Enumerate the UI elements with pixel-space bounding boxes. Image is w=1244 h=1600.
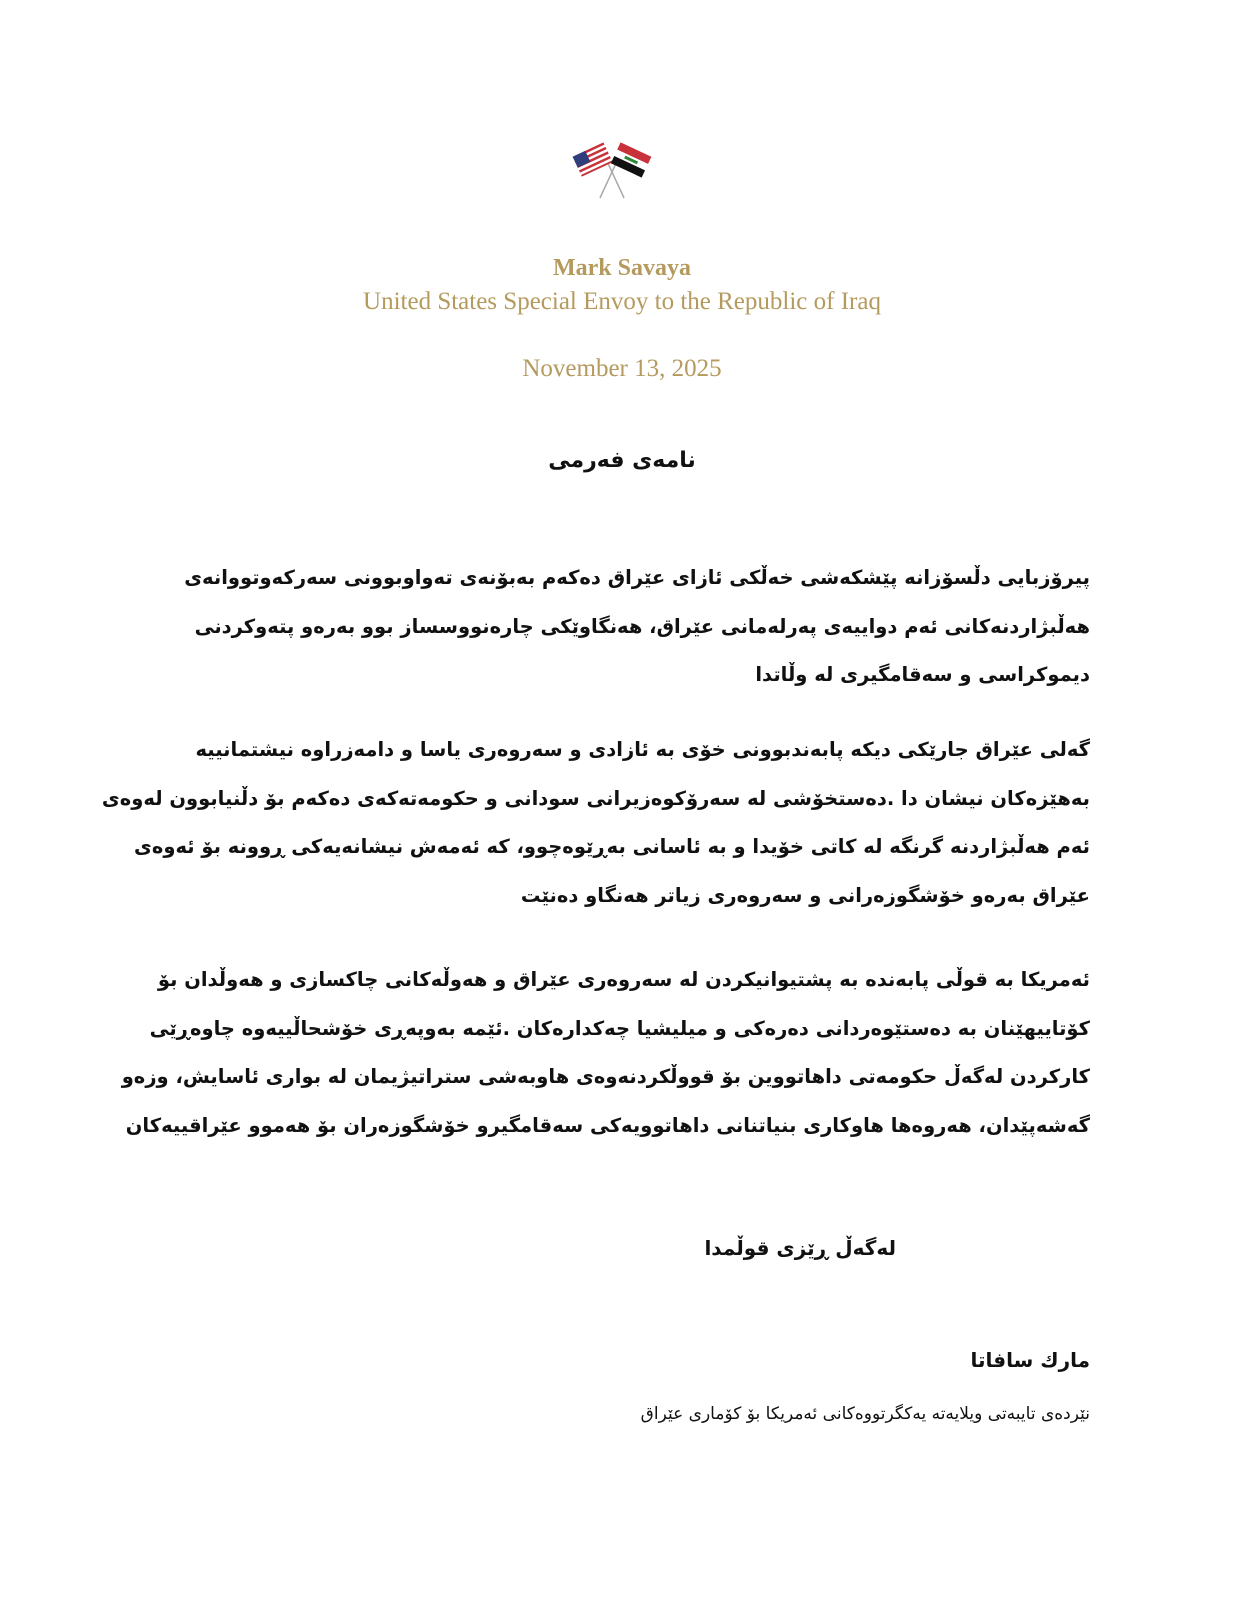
sender-name: Mark Savaya bbox=[553, 255, 691, 281]
signature-role: نێردەی تایبەتی ویلایەتە یەکگرتووەکانی ئەمریکا بۆ کۆماری عێراق bbox=[640, 1404, 1090, 1424]
paragraph-2 bbox=[101, 726, 1090, 920]
text-line: ئەمریکا بە قوڵی پابەندە بە پشتیوانیکردن لە سەروەری عێراق و هەوڵەکانی چاکسازی و هەوڵدان بۆ bbox=[157, 968, 1090, 991]
text-line: دیموکراسی و سەقامگیری لە وڵاتدا bbox=[755, 663, 1090, 686]
paragraph-1 bbox=[150, 554, 1090, 700]
signature-name: مارك سافاتا bbox=[970, 1348, 1090, 1372]
paragraph-3 bbox=[121, 956, 1090, 1150]
letter-date: November 13, 2025 bbox=[522, 355, 722, 382]
text-line: کارکردن لەگەڵ حکومەتی داهاتووین بۆ قووڵکردنەوەی هاوبەشی ستراتیژیمان لە بواری ئاسایش، وزەو bbox=[121, 1065, 1090, 1088]
text-line: عێراق بەرەو خۆشگوزەرانی و سەروەری زیاتر هەنگاو دەنێت bbox=[520, 883, 1090, 907]
text-line: پیرۆزبایی دڵسۆزانە پێشکەشی خەڵکی ئازای عێراق دەکەم بەبۆنەی تەواوبوونی سەرکەوتووانەی bbox=[184, 566, 1090, 589]
iraq-flag-icon bbox=[611, 142, 652, 177]
text-line: ئەم هەڵبژاردنە گرنگە لە کاتی خۆیدا و بە ئاسانی بەڕێوەچوو، کە ئەمەش نیشانەیەکی ڕوونە بۆ ئەوەی bbox=[133, 835, 1090, 858]
text-line: بەهێزەکان نیشان دا .دەستخۆشی لە سەرۆکوەزیرانی سودانی و حکومەتەکەی دەکەم بۆ دڵنیابوون لەوەی bbox=[101, 786, 1090, 810]
text-line: گەشەپێدان، هەروەها هاوکاری بنیاتنانی داهاتوویەکی سەقامگیرو خۆشگوزەران بۆ هەموو عێراقییەکان bbox=[125, 1113, 1090, 1137]
closing: لەگەڵ ڕێزی قوڵمدا bbox=[704, 1236, 896, 1260]
us-flag-icon bbox=[573, 142, 613, 176]
text-line: گەلی عێراق جارێکی دیکە پابەندبوونی خۆی بە ئازادی و سەروەری یاسا و دامەزراوە نیشتمانییە bbox=[195, 738, 1090, 761]
text-line: هەڵبژاردنەکانی ئەم دواییەی پەرلەمانی عێراق، هەنگاوێکی چارەنووسساز بوو بەرەو پتەوکردنی bbox=[194, 614, 1090, 638]
crossed-flags-logo bbox=[572, 140, 652, 200]
letter-title: نامەی فەرمی bbox=[548, 448, 696, 473]
sender-role: United States Special Envoy to the Republic of Iraq bbox=[363, 288, 881, 315]
text-line: کۆتاییهێنان بە دەستێوەردانی دەرەکی و میلیشیا چەکدارەکان .ئێمە بەوپەڕی خۆشحاڵییەوە چاوەڕێی bbox=[149, 1016, 1090, 1040]
